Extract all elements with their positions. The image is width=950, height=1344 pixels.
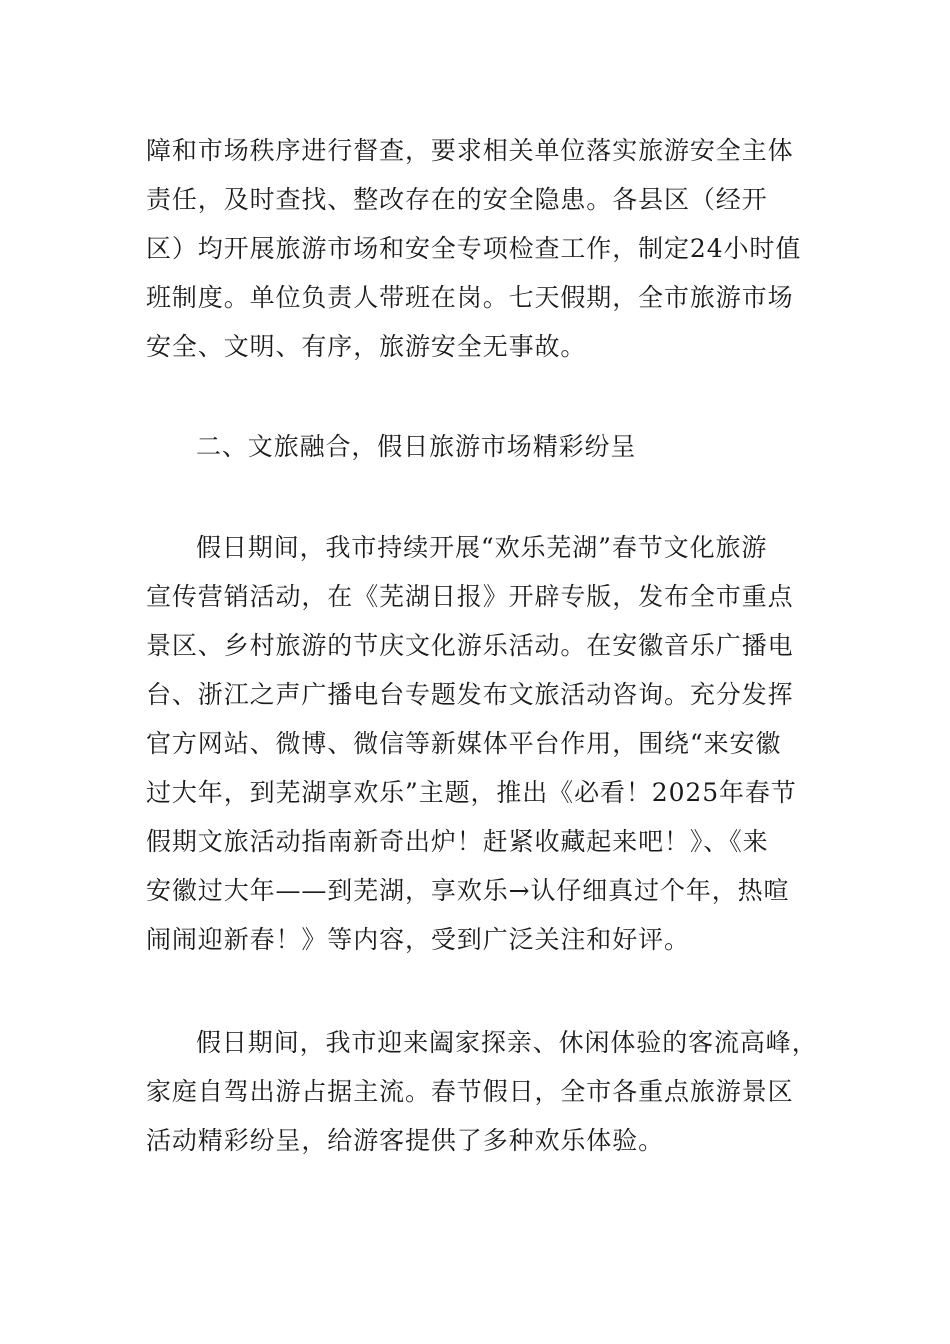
paragraph-1-line-3: 区）均开展旅游市场和安全专项检查工作，制定24小时值 (146, 234, 802, 263)
paragraph-3-line-1: 假日期间，我市迎来阖家探亲、休闲体验的客流高峰， (196, 1028, 818, 1057)
paragraph-2-line-1: 假日期间，我市持续开展“欢乐芜湖”春节文化旅游 (196, 533, 768, 562)
paragraph-2-line-7: 假期文旅活动指南新奇出炉！赶紧收藏起来吧！》、《来 (146, 827, 769, 856)
paragraph-1-line-1: 障和市场秩序进行督查，要求相关单位落实旅游安全主体 (146, 136, 794, 165)
paragraph-2-line-5: 官方网站、微博、微信等新媒体平台作用，围绕“来安徽 (146, 729, 782, 758)
paragraph-3-line-3: 活动精彩纷呈，给游客提供了多种欢乐体验。 (146, 1126, 665, 1155)
paragraph-2-line-2: 宣传营销活动，在《芜湖日报》开辟专版，发布全市重点 (146, 582, 794, 611)
paragraph-2-line-3: 景区、乡村旅游的节庆文化游乐活动。在安徽音乐广播电 (146, 631, 794, 660)
paragraph-2-line-6: 过大年，到芜湖享欢乐”主题，推出《必看！2025年春节 (146, 778, 797, 807)
paragraph-2-line-4: 台、浙江之声广播电台专题发布文旅活动咨询。充分发挥 (146, 680, 794, 709)
paragraph-1-line-4: 班制度。单位负责人带班在岗。七天假期，全市旅游市场 (146, 283, 794, 312)
paragraph-2-line-8: 安徽过大年——到芜湖，享欢乐→认仔细真过个年，热喧 (146, 876, 790, 905)
paragraph-2-line-9: 闹闹迎新春！》等内容，受到广泛关注和好评。 (146, 925, 690, 954)
section-heading: 二、文旅融合，假日旅游市场精彩纷呈 (196, 432, 637, 461)
paragraph-1-line-2: 责任，及时查找、整改存在的安全隐患。各县区（经开 (146, 185, 768, 214)
paragraph-3-line-2: 家庭自驾出游占据主流。春节假日，全市各重点旅游景区 (146, 1077, 794, 1106)
paragraph-1-line-5: 安全、文明、有序，旅游安全无事故。 (146, 332, 587, 361)
